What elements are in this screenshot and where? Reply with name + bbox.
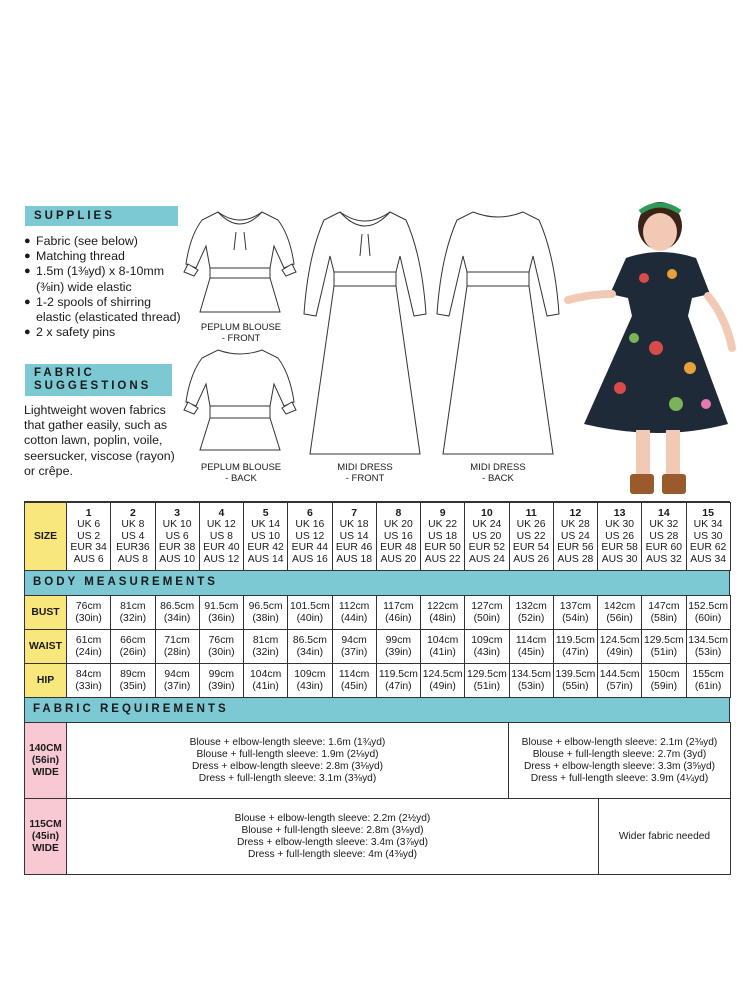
size-aus: AUS 22 — [424, 553, 461, 565]
measurement-in: (39in) — [208, 680, 235, 692]
measurement-cell — [686, 630, 730, 664]
measurement-cm: 144.5cm — [599, 668, 640, 680]
fabric-req-140-sizes-10-15 — [509, 723, 731, 799]
measurement-cell — [421, 630, 465, 664]
size-aus: AUS 6 — [73, 553, 104, 565]
size-label: SIZE — [25, 503, 67, 571]
measurement-in: (38in) — [252, 612, 279, 624]
measurement-cm: 94cm — [341, 634, 367, 646]
size-number: 2 — [129, 506, 136, 519]
measurement-cell — [553, 596, 597, 630]
measurement-cell — [598, 630, 642, 664]
midi-dress-back-sketch — [433, 206, 563, 460]
measurement-in: (55in) — [562, 680, 589, 692]
size-cell — [642, 503, 686, 571]
size-number: 10 — [481, 506, 493, 519]
peplum-blouse-front-sketch — [180, 206, 300, 322]
measurement-cm: 84cm — [75, 668, 102, 680]
width-label-115 — [25, 799, 67, 875]
measurement-cell — [642, 596, 686, 630]
measurement-in: (32in) — [252, 646, 279, 658]
size-cell — [199, 503, 243, 571]
measurement-in: (50in) — [473, 612, 501, 624]
measurement-label: HIP — [25, 664, 67, 698]
measurement-in: (34in) — [163, 612, 191, 624]
measurement-cell — [509, 664, 553, 698]
measurement-cell — [598, 596, 642, 630]
measurement-cm: 124.5cm — [599, 634, 640, 646]
measurement-cell — [67, 596, 111, 630]
measurement-in: (51in) — [650, 646, 678, 658]
midi-back-caption-line2: - BACK — [482, 473, 514, 484]
size-number: 8 — [395, 506, 402, 519]
measurement-in: (37in) — [340, 646, 368, 658]
measurement-in: (32in) — [119, 612, 147, 624]
size-us: US 12 — [295, 530, 325, 542]
measurement-cm: 132cm — [515, 600, 547, 612]
fabric-req-115-sizes-1-12 — [67, 799, 599, 875]
size-number: 1 — [85, 506, 92, 519]
measurement-cm: 112cm — [338, 600, 370, 612]
fabric-req-line: Blouse + elbow-length sleeve: 2.1m (2⅜yd) — [521, 736, 718, 748]
measurement-cm: 119.5cm — [378, 668, 418, 680]
midi-front-caption-line2: - FRONT — [345, 473, 385, 484]
measurement-cell — [553, 664, 597, 698]
size-us: US 28 — [649, 530, 679, 542]
measurement-cm: 114cm — [515, 634, 547, 646]
size-eur: EUR 38 — [158, 542, 196, 554]
size-us: US 4 — [121, 530, 145, 542]
measurement-in: (39in) — [385, 646, 412, 658]
size-number: 5 — [262, 506, 269, 519]
size-uk: UK 32 — [649, 519, 679, 531]
width-label-140-cm: 140CM — [29, 742, 62, 754]
size-us: US 2 — [77, 530, 101, 542]
size-aus: AUS 8 — [117, 553, 148, 565]
size-aus: AUS 24 — [468, 553, 505, 565]
peplum-blouse-back-sketch — [180, 344, 300, 458]
fabric-requirements-table — [24, 722, 731, 875]
supplies-heading: SUPPLIES — [25, 206, 178, 226]
measurement-cm: 147cm — [648, 600, 680, 612]
measurement-in: (24in) — [75, 646, 102, 658]
measurement-cm: 96.5cm — [248, 600, 283, 612]
measurement-cell — [244, 596, 288, 630]
measurement-cell — [686, 596, 730, 630]
size-eur: EUR 52 — [468, 542, 506, 554]
supply-item: ● 2 x safety pins — [24, 325, 189, 340]
measurement-cm: 142cm — [604, 600, 636, 612]
size-us: US 8 — [209, 530, 233, 542]
measurement-cell — [332, 630, 376, 664]
size-aus: AUS 14 — [247, 553, 284, 565]
size-row — [25, 503, 731, 571]
measurement-in: (57in) — [606, 680, 633, 692]
measurement-cm: 150cm — [648, 668, 680, 680]
size-uk: UK 12 — [206, 519, 236, 531]
measurement-cell — [376, 630, 420, 664]
measurement-in: (40in) — [296, 612, 324, 624]
size-uk: UK 22 — [428, 519, 458, 531]
size-us: US 20 — [472, 530, 502, 542]
fabric-req-line: Blouse + full-length sleeve: 2.7m (3yd) — [532, 748, 707, 760]
midi-dress-front-sketch — [300, 206, 430, 460]
measurement-cm: 99cm — [385, 634, 412, 646]
fabric-row-115 — [25, 799, 731, 875]
measurement-row-hip — [25, 664, 731, 698]
size-aus: AUS 28 — [557, 553, 594, 565]
fabric-req-line: Blouse + elbow-length sleeve: 2.2m (2½yd) — [234, 812, 431, 824]
measurement-cell — [642, 664, 686, 698]
measurement-cell — [288, 664, 332, 698]
measurement-in: (45in) — [340, 680, 368, 692]
fabric-req-line: Dress + elbow-length sleeve: 3.4m (3⅞yd) — [236, 836, 429, 848]
measurement-cm: 99cm — [208, 668, 235, 680]
measurement-in: (28in) — [163, 646, 191, 658]
measurement-cm: 89cm — [120, 668, 146, 680]
width-label-115-cm: 115CM — [29, 818, 62, 830]
width-label-115-wide: WIDE — [32, 842, 59, 854]
size-us: US 16 — [383, 530, 413, 542]
size-aus: AUS 18 — [336, 553, 373, 565]
size-eur: EUR 56 — [557, 542, 594, 554]
measurement-in: (53in) — [517, 680, 545, 692]
size-cell — [509, 503, 553, 571]
width-label-140-in: (56in) — [31, 754, 60, 766]
size-number: 3 — [174, 506, 181, 519]
measurement-cell — [111, 596, 155, 630]
midi-back-caption-line1: MIDI DRESS — [470, 462, 526, 473]
fabric-requirements-heading: FABRIC REQUIREMENTS — [24, 698, 730, 722]
size-aus: AUS 12 — [203, 553, 240, 565]
measurement-cell — [465, 630, 509, 664]
size-eur: EUR 34 — [70, 542, 107, 554]
fabric-req-140-sizes-1-9 — [67, 723, 509, 799]
width-label-140 — [25, 723, 67, 799]
measurement-cell — [199, 664, 243, 698]
measurement-cm: 81cm — [252, 634, 279, 646]
measurement-cm: 66cm — [120, 634, 146, 646]
measurement-in: (47in) — [385, 680, 412, 692]
measurement-in: (34in) — [296, 646, 324, 658]
measurement-cm: 101.5cm — [289, 600, 330, 612]
measurement-cell — [67, 664, 111, 698]
supply-item: ● 1-2 spools of shirring elastic (elasticated thread) — [24, 295, 189, 325]
size-us: US 22 — [516, 530, 546, 542]
measurement-in: (30in) — [208, 646, 235, 658]
measurement-in: (36in) — [208, 612, 235, 624]
measurement-in: (47in) — [562, 646, 589, 658]
measurement-cell — [111, 664, 155, 698]
measurement-cm: 119.5cm — [555, 634, 595, 646]
measurement-cell — [155, 596, 199, 630]
measurement-cell — [598, 664, 642, 698]
measurement-cm: 134.5cm — [511, 668, 552, 680]
measurement-cell — [376, 596, 420, 630]
size-cell — [288, 503, 332, 571]
size-eur: EUR 48 — [380, 542, 417, 554]
size-number: 7 — [351, 506, 358, 519]
size-number: 9 — [439, 506, 446, 519]
midi-front-caption — [310, 462, 420, 484]
size-number: 13 — [613, 506, 626, 519]
measurement-in: (46in) — [385, 612, 412, 624]
fabric-suggestions-heading-line1: FABRIC — [34, 367, 95, 379]
size-aus: AUS 34 — [690, 553, 727, 565]
supply-item: ● Matching thread — [24, 249, 189, 264]
measurement-in: (33in) — [75, 680, 102, 692]
measurement-cm: 129.5cm — [643, 634, 684, 646]
width-label-115-in: (45in) — [31, 830, 60, 842]
measurement-cell — [553, 630, 597, 664]
measurement-cm: 114cm — [338, 668, 370, 680]
measurement-cell — [199, 630, 243, 664]
measurement-in: (54in) — [562, 612, 589, 624]
size-number: 6 — [306, 506, 313, 519]
measurement-in: (41in) — [252, 680, 279, 692]
size-cell — [155, 503, 199, 571]
measurement-cm: 152.5cm — [688, 600, 729, 612]
measurement-cm: 139.5cm — [555, 668, 596, 680]
size-uk: UK 26 — [516, 519, 546, 531]
measurement-cell — [421, 596, 465, 630]
size-eur: EUR 40 — [203, 542, 240, 554]
measurement-in: (48in) — [429, 612, 456, 624]
measurement-cell — [244, 630, 288, 664]
size-eur: EUR36 — [116, 542, 150, 554]
measurement-in: (44in) — [340, 612, 368, 624]
size-number: 11 — [525, 506, 537, 519]
body-measurements-heading: BODY MEASUREMENTS — [24, 571, 730, 595]
measurement-cell — [509, 630, 553, 664]
measurement-cm: 104cm — [427, 634, 459, 646]
size-us: US 24 — [560, 530, 590, 542]
measurement-in: (56in) — [606, 612, 633, 624]
supplies-list — [24, 234, 189, 340]
measurement-cm: 129.5cm — [466, 668, 507, 680]
measurement-cm: 76cm — [208, 634, 235, 646]
measurement-in: (35in) — [119, 680, 147, 692]
body-measurements-table — [24, 595, 731, 698]
measurement-in: (37in) — [163, 680, 191, 692]
fabric-req-line: Blouse + elbow-length sleeve: 1.6m (1¾yd) — [189, 736, 386, 748]
measurement-row-waist — [25, 630, 731, 664]
measurement-cell — [67, 630, 111, 664]
measurement-cell — [686, 664, 730, 698]
measurement-cm: 109cm — [471, 634, 503, 646]
size-uk: UK 18 — [339, 519, 369, 531]
size-cell — [244, 503, 288, 571]
measurement-in: (58in) — [650, 612, 678, 624]
measurement-cm: 124.5cm — [422, 668, 463, 680]
width-label-140-wide: WIDE — [32, 766, 59, 778]
size-aus: AUS 16 — [291, 553, 328, 565]
fabric-row-140 — [25, 723, 731, 799]
size-uk: UK 10 — [162, 519, 192, 531]
measurement-cm: 61cm — [75, 634, 102, 646]
size-cell — [421, 503, 465, 571]
measurement-row-bust — [25, 596, 731, 630]
measurement-cm: 155cm — [692, 668, 724, 680]
measurement-in: (43in) — [473, 646, 501, 658]
size-chart — [24, 501, 730, 875]
size-number: 14 — [658, 506, 670, 519]
size-eur: EUR 58 — [601, 542, 638, 554]
size-us: US 26 — [605, 530, 635, 542]
measurement-cell — [465, 596, 509, 630]
size-aus: AUS 26 — [513, 553, 550, 565]
model-photo — [560, 198, 742, 503]
size-cell — [67, 503, 111, 571]
size-aus: AUS 30 — [601, 553, 638, 565]
peplum-front-caption-line2: - FRONT — [221, 333, 261, 344]
midi-back-caption — [443, 462, 553, 484]
measurement-cm: 122cm — [427, 600, 459, 612]
size-eur: EUR 46 — [335, 542, 373, 554]
size-number: 4 — [218, 506, 225, 519]
measurement-cell — [376, 664, 420, 698]
fabric-req-line: Dress + elbow-length sleeve: 3.3m (3⅝yd) — [523, 760, 716, 772]
measurement-cell — [332, 596, 376, 630]
fabric-req-line: Blouse + full-length sleeve: 2.8m (3⅛yd) — [241, 824, 424, 836]
measurement-label: BUST — [25, 596, 67, 630]
size-cell — [686, 503, 730, 571]
measurement-cell — [642, 630, 686, 664]
size-uk: UK 24 — [472, 519, 502, 531]
measurement-cm: 86.5cm — [292, 634, 327, 646]
measurement-in: (43in) — [296, 680, 324, 692]
measurement-cell — [155, 630, 199, 664]
fabric-req-115-sizes-13-15: Wider fabric needed — [599, 799, 731, 875]
size-table — [24, 502, 731, 571]
measurement-cell — [288, 630, 332, 664]
peplum-back-caption-line1: PEPLUM BLOUSE — [200, 462, 282, 473]
measurement-cm: 127cm — [471, 600, 503, 612]
size-aus: AUS 32 — [645, 553, 682, 565]
supply-item: ● Fabric (see below) — [24, 234, 189, 249]
fabric-suggestions-text: Lightweight woven fabrics that gather easily, such as cotton lawn, poplin, voile, seersucker, viscose (rayon) or crêpe. — [24, 403, 175, 478]
measurement-cm: 91.5cm — [204, 600, 239, 612]
measurement-in: (49in) — [429, 680, 456, 692]
measurement-cm: 117cm — [383, 600, 414, 612]
measurement-cell — [332, 664, 376, 698]
measurement-in: (60in) — [694, 612, 722, 624]
measurement-cm: 76cm — [75, 600, 102, 612]
size-us: US 14 — [339, 530, 369, 542]
measurement-cell — [421, 664, 465, 698]
size-uk: UK 16 — [295, 519, 325, 531]
peplum-back-caption — [186, 462, 296, 484]
size-aus: AUS 10 — [159, 553, 196, 565]
size-eur: EUR 62 — [689, 542, 727, 554]
fabric-req-line: Dress + full-length sleeve: 4m (4⅜yd) — [247, 848, 417, 860]
measurement-label: WAIST — [25, 630, 67, 664]
peplum-front-caption-line1: PEPLUM BLOUSE — [200, 322, 282, 333]
size-cell — [376, 503, 420, 571]
size-uk: UK 30 — [605, 519, 635, 531]
size-eur: EUR 60 — [645, 542, 683, 554]
size-number: 12 — [569, 506, 582, 519]
measurement-cell — [155, 664, 199, 698]
size-uk: UK 8 — [121, 519, 145, 531]
measurement-cell — [244, 664, 288, 698]
size-uk: UK 6 — [77, 519, 101, 531]
measurement-in: (26in) — [119, 646, 147, 658]
fabric-req-line: Blouse + full-length sleeve: 1.9m (2⅛yd) — [196, 748, 379, 760]
measurement-cell — [288, 596, 332, 630]
size-uk: UK 34 — [693, 519, 723, 531]
measurement-in: (41in) — [429, 646, 456, 658]
measurement-in: (51in) — [473, 680, 501, 692]
measurement-cm: 86.5cm — [160, 600, 195, 612]
size-cell — [111, 503, 155, 571]
measurement-cm: 71cm — [164, 634, 190, 646]
fabric-suggestions-heading-line2: SUGGESTIONS — [34, 380, 152, 392]
measurement-cm: 94cm — [164, 668, 190, 680]
size-cell — [332, 503, 376, 571]
size-eur: EUR 54 — [512, 542, 550, 554]
measurement-cell — [199, 596, 243, 630]
size-us: US 10 — [251, 530, 281, 542]
midi-front-caption-line1: MIDI DRESS — [337, 462, 393, 473]
measurement-cm: 104cm — [250, 668, 282, 680]
size-eur: EUR 44 — [291, 542, 329, 554]
size-eur: EUR 42 — [247, 542, 284, 554]
measurement-cm: 137cm — [559, 600, 591, 612]
fabric-req-line: Dress + full-length sleeve: 3.9m (4¼yd) — [530, 772, 709, 784]
measurement-cm: 109cm — [294, 668, 326, 680]
size-uk: UK 20 — [383, 519, 413, 531]
measurement-cm: 134.5cm — [688, 634, 729, 646]
fabric-req-line: Dress + full-length sleeve: 3.1m (3⅜yd) — [198, 772, 377, 784]
peplum-front-caption — [186, 322, 296, 344]
fabric-req-line: Dress + elbow-length sleeve: 2.8m (3⅛yd) — [191, 760, 384, 772]
size-cell — [598, 503, 642, 571]
size-uk: UK 28 — [560, 519, 590, 531]
size-cell — [465, 503, 509, 571]
peplum-back-caption-line2: - BACK — [225, 473, 257, 484]
measurement-in: (52in) — [517, 612, 545, 624]
supply-item: ● 1.5m (1⅜yd) x 8-10mm (⅜in) wide elastic — [24, 264, 189, 294]
size-number: 15 — [702, 506, 714, 519]
measurement-in: (45in) — [517, 646, 545, 658]
size-uk: UK 14 — [251, 519, 281, 531]
measurement-in: (59in) — [650, 680, 678, 692]
size-eur: EUR 50 — [424, 542, 461, 554]
measurement-cell — [509, 596, 553, 630]
size-us: US 6 — [165, 530, 189, 542]
fabric-suggestions-heading — [25, 364, 172, 396]
measurement-in: (61in) — [694, 680, 722, 692]
size-us: US 30 — [693, 530, 723, 542]
measurement-cm: 81cm — [120, 600, 146, 612]
measurement-cell — [465, 664, 509, 698]
measurement-cell — [111, 630, 155, 664]
measurement-in: (53in) — [694, 646, 722, 658]
size-cell — [553, 503, 597, 571]
measurement-in: (49in) — [606, 646, 633, 658]
measurement-in: (30in) — [75, 612, 102, 624]
size-us: US 18 — [428, 530, 458, 542]
size-aus: AUS 20 — [380, 553, 417, 565]
